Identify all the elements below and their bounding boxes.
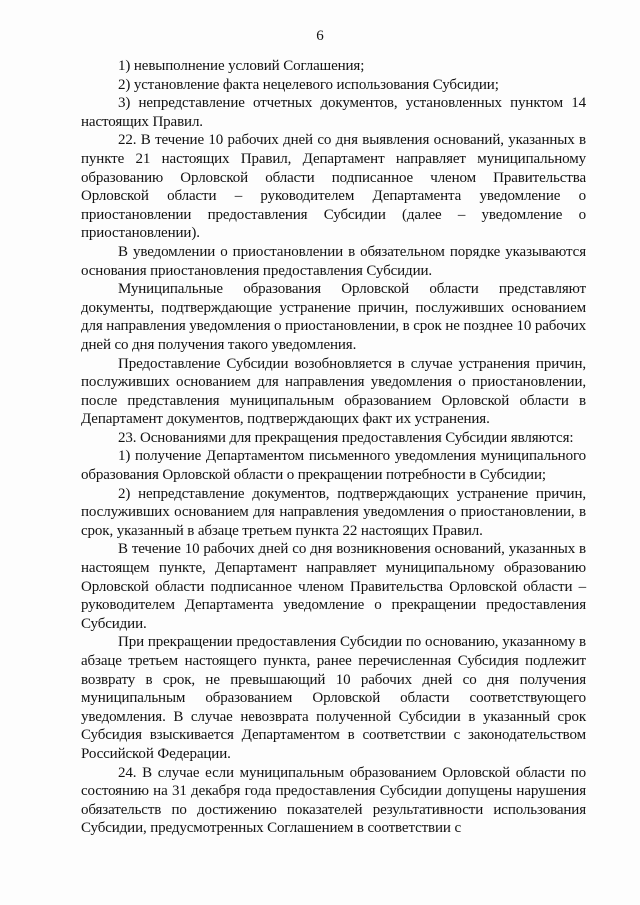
paragraph-condition-2: 2) установление факта нецелевого использования Субсидии; bbox=[118, 76, 499, 93]
document-body bbox=[81, 57, 586, 838]
paragraph-resumption: Предоставление Субсидии возобновляется в случае устранения причин, послуживших основанием для направления уведомления о приостановлении, после представления муниципальным образованием Орловской области в Департамент документов, подтверждающих факт их устранения. bbox=[81, 355, 586, 428]
paragraph-suspension-grounds: В уведомлении о приостановлении в обязательном порядке указываются основания приостановления предоставления Субсидии. bbox=[81, 243, 586, 279]
paragraph-clause-24: 24. В случае если муниципальным образованием Орловской области по состоянию на 31 декабря года предоставления Субсидии допущены нарушения обязательств по достижению показателей результативности использования Субсидии, предусмотренных Соглашением в соответствии с bbox=[81, 764, 586, 837]
paragraph-clause-22: 22. В течение 10 рабочих дней со дня выявления оснований, указанных в пункте 21 настоящих Правил, Департамент направляет муниципальному образованию Орловской области подписанное членом Правительства Орловской области – руководителем Департамента уведомление о приостановлении предоставления Субсидии (далее – уведомление о приостановлении). bbox=[81, 132, 586, 242]
paragraph-condition-1: 1) невыполнение условий Соглашения; bbox=[118, 58, 365, 74]
paragraph-termination-notice: В течение 10 рабочих дней со дня возникновения оснований, указанных в настоящем пункте, Департамент направляет муниципальному образованию Орловской области подписанное членом Правительства Орловской области – руководителем Департамента уведомление о прекращении предоставления Субсидии. bbox=[81, 541, 586, 632]
paragraph-termination-2: 2) непредставление документов, подтверждающих устранение причин, послуживших основанием для направления уведомления о приостановлении, в срок, указанный в абзаце третьем пункта 22 настоящих Правил. bbox=[81, 485, 586, 539]
paragraph-termination-1: 1) получение Департаментом письменного уведомления муниципального образования Орловской области о прекращении потребности в Субсидии; bbox=[81, 448, 586, 484]
paragraph-condition-3: 3) непредставление отчетных документов, установленных пунктом 14 настоящих Правил. bbox=[81, 95, 586, 130]
paragraph-clause-23: 23. Основаниями для прекращения предоставления Субсидии являются: bbox=[118, 429, 574, 446]
paragraph-documents-submission: Муниципальные образования Орловской области представляют документы, подтверждающие устранение причин, послуживших основанием для направления уведомления о приостановлении, в срок не позднее 10 рабочих дней со дня получения такого уведомления. bbox=[81, 281, 586, 353]
paragraph-refund: При прекращении предоставления Субсидии по основанию, указанному в абзаце третьем настоящего пункта, ранее перечисленная Субсидия подлежит возврату в срок, не превышающий 10 рабочих дней со дня получения муниципальным образованием Орловской области соответствующего уведомления. В случае невозврата полученной Субсидии в указанный срок Субсидия взыскивается Департаментом в соответствии с законодательством Российской Федерации. bbox=[81, 634, 586, 762]
page-number: 6 bbox=[316, 28, 324, 44]
